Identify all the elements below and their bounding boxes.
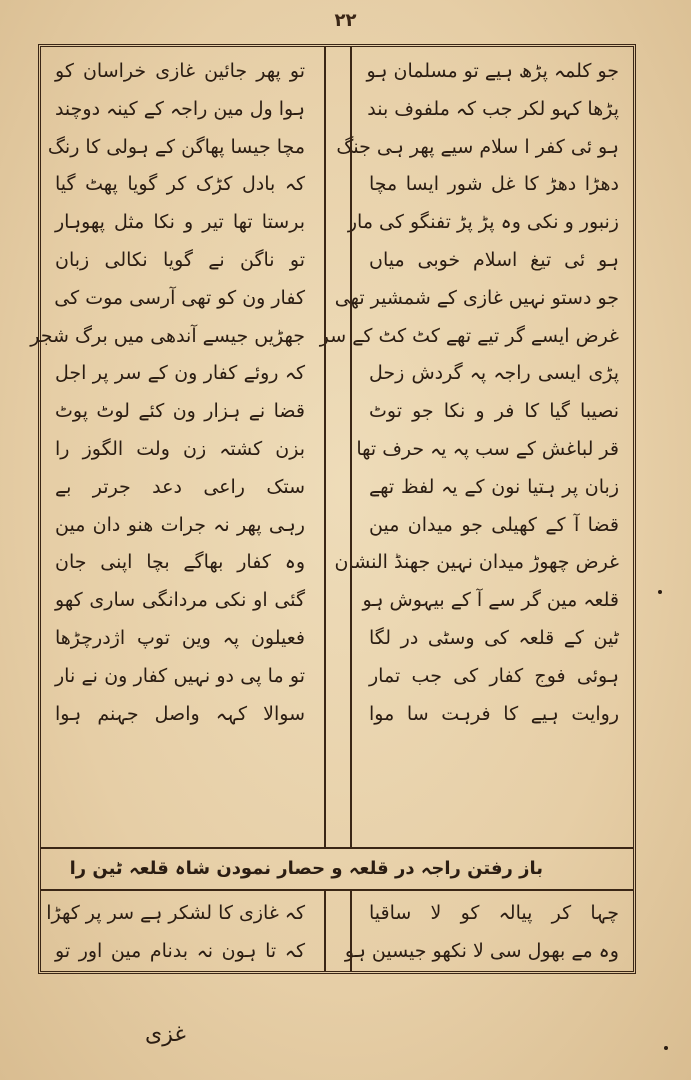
- verse-line: سوالا کہہ واصل جہنم ہوا: [55, 702, 305, 725]
- verse-line: تو ما پی دو نہیں کفار ون نے نار: [55, 664, 305, 687]
- verse-line: پڑی ایسی راجہ پہ گردش زحل: [369, 362, 619, 385]
- verse-line: دھڑا دھڑ کا غل شور ایسا مچا: [369, 173, 619, 196]
- verse-line: گئی او نکی مردانگی ساری کھو: [55, 589, 305, 612]
- verse-line: کہ تا ہون نہ بدنام مین اور تو: [55, 939, 305, 962]
- verse-line: [369, 771, 619, 809]
- verse-line: [55, 771, 305, 809]
- verse-line: رہی پھر نہ جرات هنو دان مین: [55, 513, 305, 536]
- verse-line: جھڑیں جیسے آندھی میں برگ شجر: [30, 324, 305, 347]
- verse-line: [55, 809, 305, 847]
- verse-line: غرض ایسے گر تیے تھے کٹ کٹ کے سر: [319, 324, 619, 347]
- verse-line: قر لباغش کے سب پہ یہ حرف تھا: [356, 437, 619, 460]
- verse-line: ستک راعی دعد جرتر بے: [55, 475, 305, 498]
- verse-line: قضا نے ہزار ون کئے لوٹ پوٹ: [55, 400, 305, 423]
- catchword: غزی: [145, 1022, 186, 1047]
- verse-line: ہوئی فوج کفار کی جب تمار: [369, 664, 619, 687]
- ink-dot: [658, 590, 662, 594]
- bottom-couplets: [41, 891, 633, 971]
- verse-line: پڑھا کہو لکر جب کہ ملفوف بند: [367, 97, 619, 120]
- verse-line: وہ کفار بھاگے بچا اپنی جان: [55, 551, 305, 574]
- verse-line: زنبور و نکی وہ پڑ پڑ تفنگو کی مار: [347, 211, 619, 234]
- verse-line: کہ بادل کڑک کر گویا پھٹ گیا: [55, 173, 305, 196]
- section-heading: باز رفتن راجہ در قلعہ و حصار نمودن شاہ قلعہ ٹین را: [41, 847, 633, 891]
- text-frame: [30, 44, 636, 974]
- bottom-right-column: [344, 891, 633, 971]
- verse-line: کہ غازی کا لشکر ہے سر پر کھڑا: [46, 902, 305, 924]
- bottom-left-column: [41, 891, 319, 971]
- verse-line: فعیلون پہ وین توپ اژدرچڑھا: [55, 626, 305, 649]
- verse-line: برستا تھا تیر و نکا مثل پھوہار: [55, 211, 305, 234]
- verse-line: قضا آ کے کھیلی جو میدان مین: [369, 513, 619, 536]
- verse-line: ہو ئی کفر ا سلام سیے پھر ہی جنگ: [336, 135, 619, 158]
- verse-line: چہا کر پیالہ کو لا ساقیا: [369, 902, 619, 924]
- verse-line: مچا جیسا پھاگن کے ہولی کا رنگ: [47, 135, 305, 158]
- verse-line: روایت ہیے کا فرہت سا موا: [369, 702, 619, 725]
- verse-line: جو کلمہ پڑھ ہیے تو مسلمان ہو: [366, 60, 619, 82]
- verse-line: بزن کشتہ زن ولت الگوز را: [55, 437, 305, 460]
- verse-line: [369, 809, 619, 847]
- right-column: [319, 47, 633, 847]
- verse-line: [369, 733, 619, 771]
- verse-line: ٹین کے قلعہ کی وسٹی در لگا: [369, 626, 619, 649]
- verse-line: قلعہ مین گر سے آ کے بیہوش ہو: [362, 589, 619, 612]
- ink-dot: [664, 1046, 668, 1050]
- column-divider: [324, 891, 352, 971]
- verse-line: نصیبا گیا کا فر و نکا جو توٹ: [369, 400, 619, 423]
- verse-line: زبان پر ہتیا نون کے یہ لفظ تھے: [369, 475, 619, 498]
- page-number: ۲۲: [334, 10, 357, 31]
- verse-line: ہو ئی تیغ اسلام خوبی میاں: [369, 248, 619, 271]
- verse-line: کفار ون کو تھی آرسی موت کی: [54, 286, 305, 309]
- verse-line: جو دستو نہیں غازی کے شمشیر تھی: [334, 286, 619, 309]
- verse-line: کہ روئے کفار ون کے سر پر اجل: [55, 362, 305, 385]
- verse-line: تو ناگن نے گویا نکالی زبان: [55, 248, 305, 271]
- column-divider: [324, 47, 352, 847]
- verse-line: [55, 733, 305, 771]
- verse-line: وہ مے بھول سی لا نکھو جیسین ہو: [344, 939, 619, 962]
- left-column: [30, 47, 319, 847]
- verse-line: تو پھر جائین غازی خراسان کو: [55, 60, 305, 82]
- verse-line: غرض چھوڑ میدان نہین جھنڈ النشان: [334, 551, 619, 574]
- verse-line: ہوا ول مین راجہ کے کینہ دوچند: [54, 97, 305, 120]
